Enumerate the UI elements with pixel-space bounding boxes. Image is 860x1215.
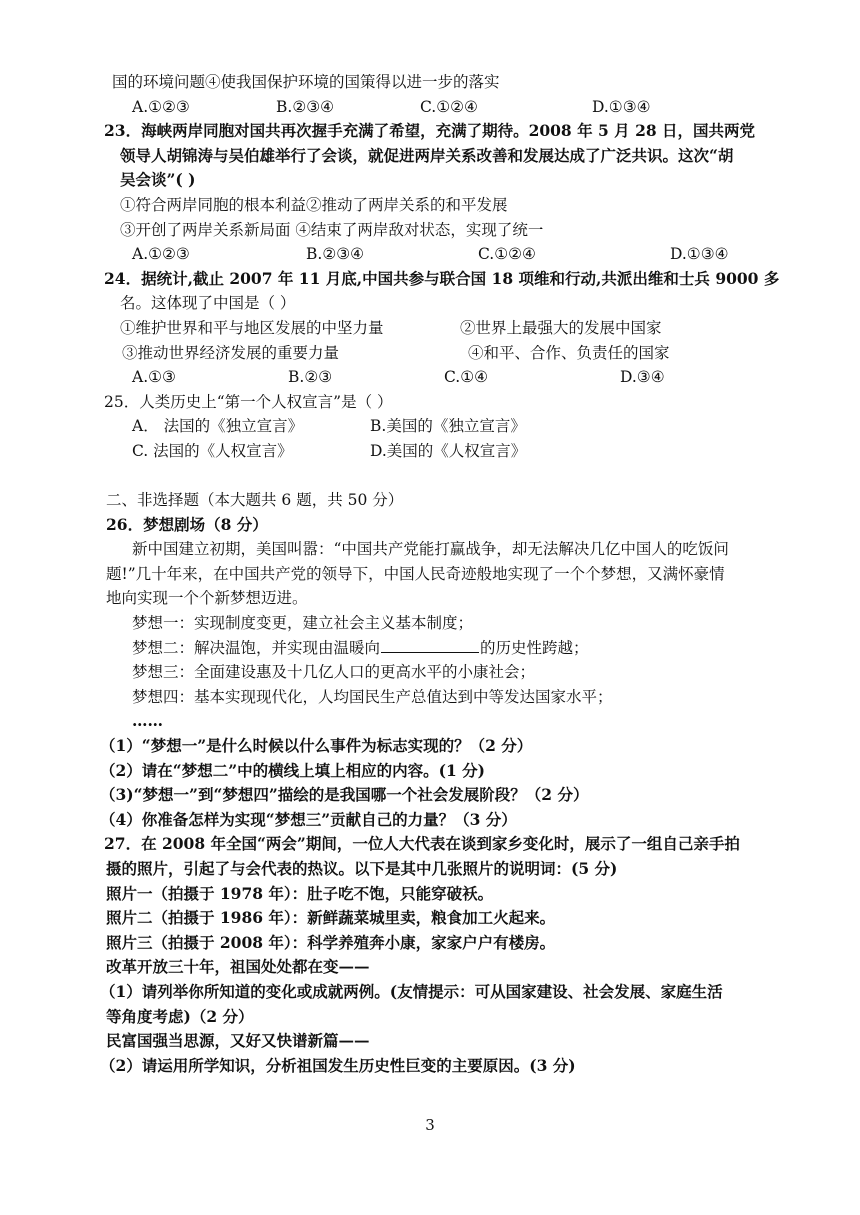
q25-options: [0, 414, 860, 439]
section-heading: 二、非选择题（本大题共 6 题，共 50 分）: [106, 491, 404, 510]
sub-question: （3)“梦想一”到“梦想四”描绘的是我国哪一个社会发展阶段？（2 分）: [100, 785, 589, 805]
exam-page: [0, 70, 860, 1078]
photo-caption: 照片二（拍摄于 1986 年）：新鲜蔬菜城里卖，粮食加工火起来。: [106, 908, 556, 928]
statement: ③推动世界经济发展的重要力量: [122, 343, 340, 362]
option-c: C. 法国的《人权宣言》: [132, 441, 293, 460]
text-line: 国的环境问题④使我国保护环境的国策得以进一步的落实: [112, 73, 500, 91]
dream-line: 梦想一：实现制度变更，建立社会主义基本制度；: [132, 614, 474, 633]
q24-stem: 名。这体现了中国是（ ）: [120, 294, 296, 313]
sub-question: （1）请列举你所知道的变化或成就两例。(友情提示：可从国家建设、社会发展、家庭生活: [100, 981, 723, 1001]
q24-statements: [0, 316, 860, 341]
option-b: B.②③: [288, 368, 333, 387]
q24-stem: 24．据统计,截止 2007 年 11 月底,中国共参与联合国 18 项维和行动,共派出维和士兵 9000 多: [104, 268, 780, 288]
option-c: C.①④: [444, 368, 489, 387]
option-b: B.②③④: [276, 97, 335, 116]
option-a: A.①②③: [132, 97, 190, 116]
option-c: C.①②④: [478, 245, 536, 264]
dream-text: 梦想二：解决温饱，并实现由温暖向: [132, 638, 381, 657]
q23-stem: 23．海峡两岸同胞对国共再次握手充满了希望，充满了期待。2008 年 5 月 28 日，国共两党: [104, 121, 756, 141]
statement: ②世界上最强大的发展中国家: [460, 318, 662, 337]
text-line: 改革开放三十年，祖国处处都在变——: [106, 957, 370, 977]
option-d: D.①③④: [592, 97, 651, 116]
sub-question: 等角度考虑)（2 分）: [106, 1006, 254, 1026]
q22-options: [0, 95, 860, 120]
q23-statement: ①符合两岸同胞的根本利益②推动了两岸关系的和平发展: [120, 195, 508, 214]
photo-caption: 照片三（拍摄于 2008 年）：科学养殖奔小康，家家户户有楼房。: [106, 932, 556, 952]
q23-options: [0, 242, 860, 267]
q27-stem: 27．在 2008 年全国“两会”期间，一位人大代表在谈到家乡变化时，展示了一组自己亲手拍: [104, 834, 740, 854]
q23-statement: ③开创了两岸关系新局面 ④结束了两岸敌对状态，实现了统一: [120, 220, 544, 239]
paragraph-line: 题!”几十年来，在中国共产党的领导下，中国人民奇迹般地实现了一个个梦想，又满怀豪情: [106, 564, 725, 583]
q24-options: [0, 365, 860, 390]
option-b: B.②③④: [306, 245, 365, 264]
photo-caption: 照片一（拍摄于 1978 年）：肚子吃不饱，只能穿破袄。: [106, 883, 494, 903]
q23-stem: 吴会谈”( ): [120, 170, 196, 190]
option-a: A.①③: [132, 368, 176, 387]
option-b: B.美国的《独立宣言》: [370, 417, 526, 436]
answer-blank[interactable]: [381, 636, 479, 653]
text-line: 民富国强当思源，又好又快谱新篇——: [106, 1031, 370, 1051]
statement: ①维护世界和平与地区发展的中坚力量: [120, 318, 384, 337]
sub-question: （1）“梦想一”是什么时候以什么事件为标志实现的？（2 分）: [100, 736, 533, 756]
dream-line: 梦想三：全面建设惠及十几亿人口的更高水平的小康社会；: [132, 663, 536, 682]
paragraph-line: 新中国建立初期，美国叫嚣：“中国共产党能打赢战争，却无法解决几亿中国人的吃饭问: [132, 540, 729, 559]
dream-line: [0, 636, 860, 661]
q25-stem: 25．人类历史上“第一个人权宣言”是（ ）: [104, 392, 393, 411]
ellipsis: ……: [132, 711, 163, 731]
dream-line: 梦想四：基本实现现代化，人均国民生产总值达到中等发达国家水平；: [132, 687, 613, 706]
sub-question: （4）你准备怎样为实现“梦想三”贡献自己的力量？（3 分）: [100, 809, 517, 829]
sub-question: （2）请在“梦想二”中的横线上填上相应的内容。(1 分): [100, 760, 485, 780]
q24-statements: [0, 341, 860, 366]
statement: ④和平、合作、负责任的国家: [468, 343, 670, 362]
page-number: 3: [425, 1116, 435, 1134]
sub-question: （2）请运用所学知识，分析祖国发生历史性巨变的主要原因。(3 分): [100, 1055, 576, 1075]
option-d: D.美国的《人权宣言》: [370, 441, 527, 460]
paragraph-line: 地向实现一个个新梦想迈进。: [106, 589, 308, 608]
option-a: A． 法国的《独立宣言》: [132, 417, 304, 436]
q23-stem: 领导人胡锦涛与吴伯雄举行了会谈，就促进两岸关系改善和发展达成了广泛共识。这次“胡: [120, 145, 734, 165]
option-a: A.①②③: [132, 245, 190, 264]
option-d: D.③④: [620, 368, 665, 387]
q25-options: [0, 439, 860, 464]
q27-stem: 摄的照片，引起了与会代表的热议。以下是其中几张照片的说明词：(5 分): [106, 859, 618, 878]
option-c: C.①②④: [420, 97, 478, 116]
q26-title: 26．梦想剧场（8 分）: [106, 514, 268, 534]
option-d: D.①③④: [670, 245, 729, 264]
dream-text: 的历史性跨越；: [480, 638, 589, 657]
